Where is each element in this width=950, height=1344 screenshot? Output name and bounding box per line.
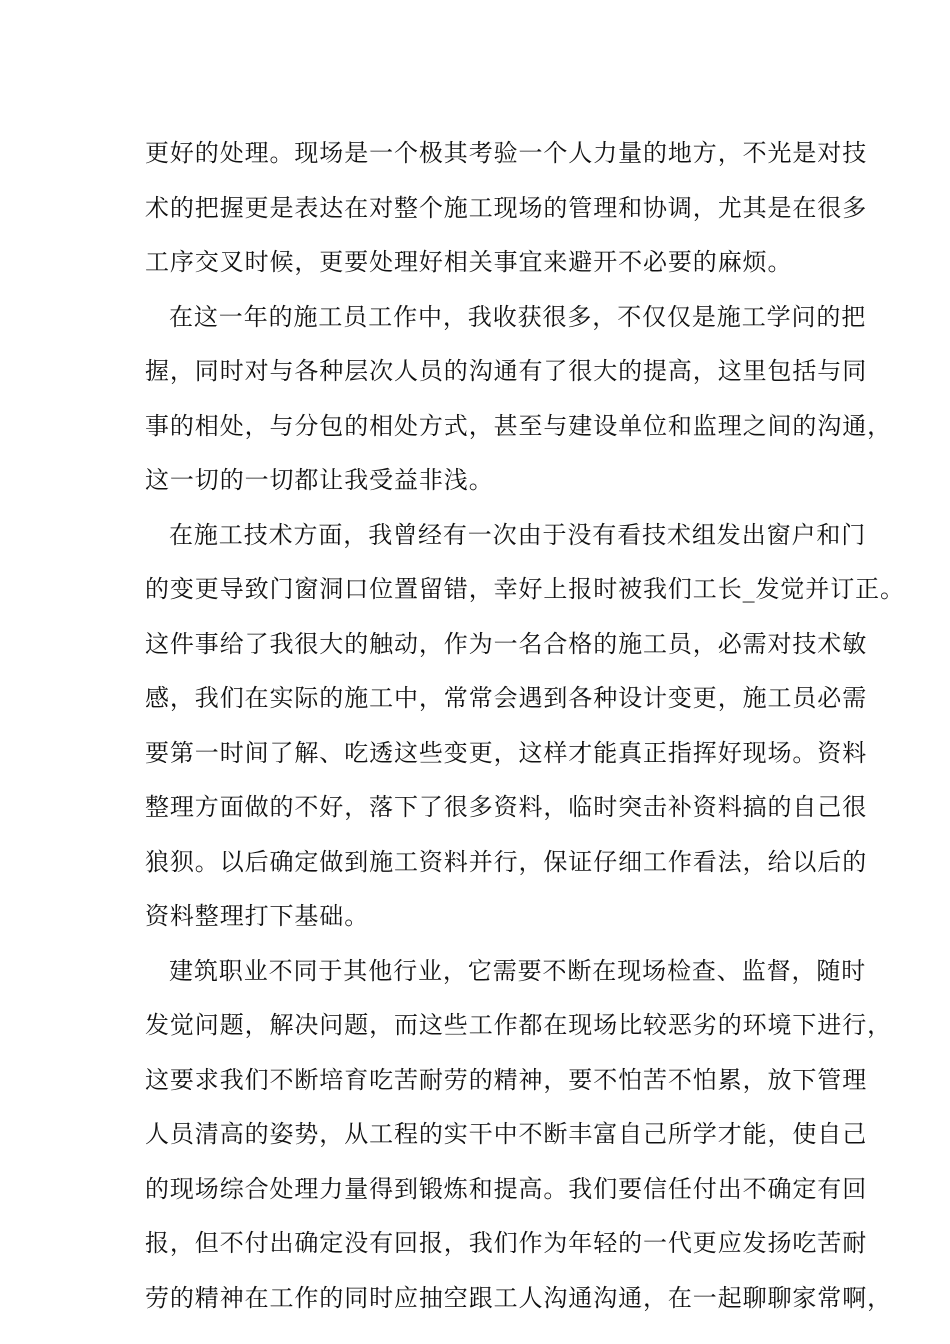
- text-line: 这件事给了我很大的触动，作为一名合格的施工员，必需对技术敏: [145, 629, 868, 658]
- text-line: 术的把握更是表达在对整个施工现场的管理和协调，尤其是在很多: [145, 193, 868, 222]
- text-line: 的现场综合处理力量得到锻炼和提高。我们要信任付出不确定有回: [145, 1174, 868, 1203]
- text-line: 更好的处理。现场是一个极其考验一个人力量的地方，不光是对技: [145, 139, 868, 167]
- text-line: 劳的精神在工作的同时应抽空跟工人沟通沟通，在一起聊聊家常啊，: [145, 1283, 892, 1312]
- text-line: 狼狈。以后确定做到施工资料并行，保证仔细工作看法，给以后的: [145, 847, 868, 876]
- text-line: 这一切的一切都让我受益非浅。: [145, 466, 494, 494]
- paragraph-profession: [145, 944, 892, 1326]
- text-line: 事的相处，与分包的相处方式，甚至与建设单位和监理之间的沟通，: [145, 411, 892, 440]
- text-line: 握，同时对与各种层次人员的沟通有了很大的提高，这里包括与同: [145, 357, 868, 385]
- text-line: 资料整理打下基础。: [145, 902, 370, 930]
- document-body: [145, 126, 905, 1325]
- text-line: 这要求我们不断培育吃苦耐劳的精神，要不怕苦不怕累，放下管理: [145, 1065, 868, 1094]
- text-line: 整理方面做的不好，落下了很多资料，临时突击补资料搞的自己很: [145, 793, 868, 821]
- paragraph-continuation: [145, 126, 868, 290]
- text-line: 报，但不付出确定没有回报，我们作为年轻的一代更应发扬吃苦耐: [145, 1229, 868, 1257]
- paragraph-technique: [145, 508, 905, 944]
- text-line: 感，我们在实际的施工中，常常会遇到各种设计变更，施工员必需: [145, 684, 868, 712]
- text-line: 建筑职业不同于其他行业，它需要不断在现场检查、监督，随时: [169, 956, 867, 985]
- text-line: 人员清高的姿势，从工程的实干中不断丰富自己所学才能，使自己: [145, 1120, 868, 1148]
- text-line: 在施工技术方面，我曾经有一次由于没有看技术组发出窗户和门: [169, 520, 867, 549]
- text-line: 在这一年的施工员工作中，我收获很多，不仅仅是施工学问的把: [169, 302, 867, 331]
- text-line: 要第一时间了解、吃透这些变更，这样才能真正指挥好现场。资料: [145, 738, 868, 767]
- text-line: 发觉问题，解决问题，而这些工作都在现场比较恶劣的环境下进行，: [145, 1011, 892, 1039]
- text-line: 的变更导致门窗洞口位置留错，幸好上报时被我们工长_发觉并订正。: [145, 575, 905, 603]
- text-line: 工序交叉时候，更要处理好相关事宜来避开不必要的麻烦。: [145, 248, 793, 276]
- paragraph-harvest: [145, 290, 892, 508]
